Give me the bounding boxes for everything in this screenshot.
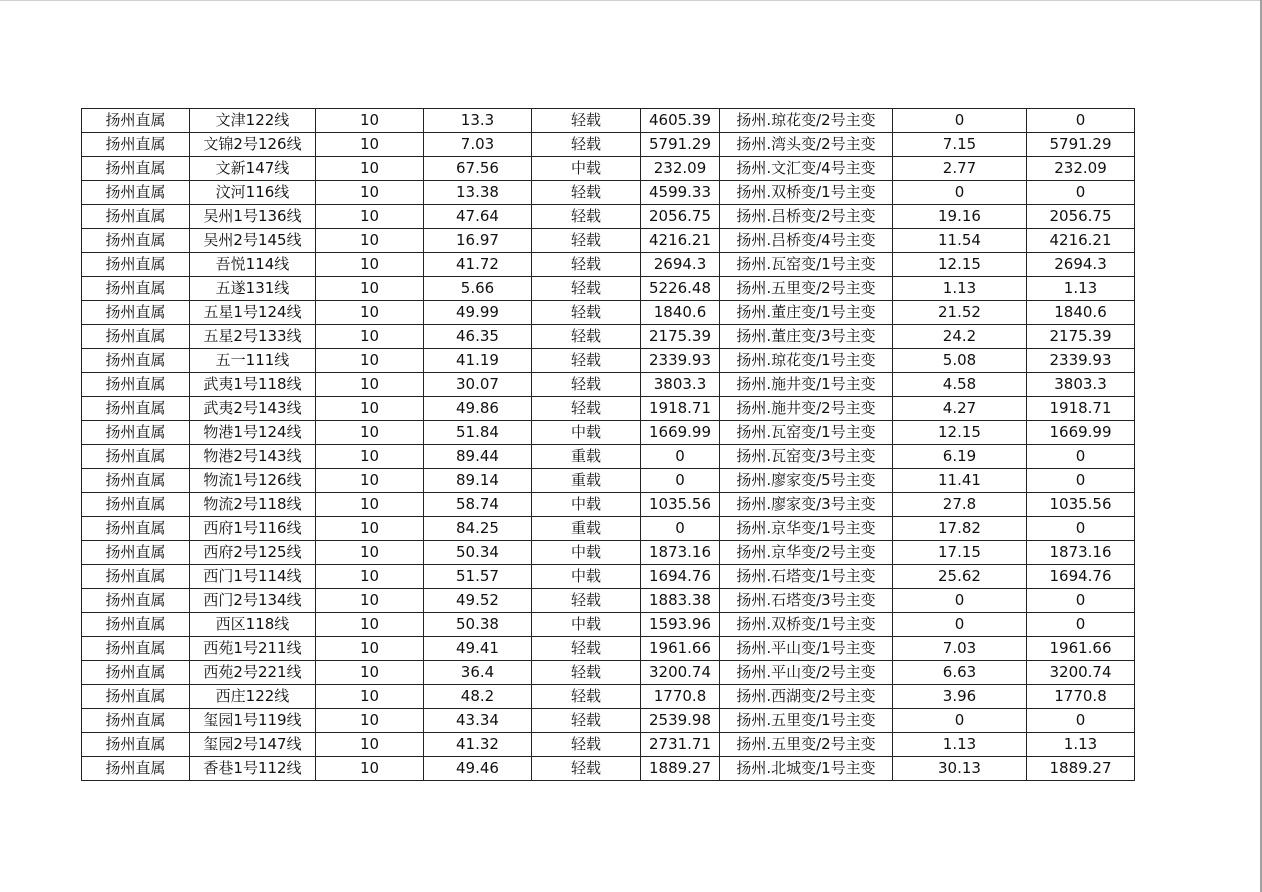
feeder-line-cell: 西府1号116线 [190, 517, 316, 541]
substation-transformer-cell: 扬州.施井变/2号主变 [720, 397, 893, 421]
transformer-load-cell: 1.13 [893, 277, 1027, 301]
load-status-cell: 轻载 [532, 589, 641, 613]
transformer-load-cell: 25.62 [893, 565, 1027, 589]
voltage-cell: 10 [316, 757, 424, 781]
substation-transformer-cell: 扬州.文汇变/4号主变 [720, 157, 893, 181]
table-row [82, 661, 1135, 685]
capacity-cell: 0 [641, 517, 720, 541]
feeder-line-cell: 西庄122线 [190, 685, 316, 709]
available-capacity-cell: 5791.29 [1027, 133, 1135, 157]
capacity-cell: 1669.99 [641, 421, 720, 445]
transformer-load-cell: 24.2 [893, 325, 1027, 349]
load-rate-cell: 41.72 [424, 253, 532, 277]
feeder-line-cell: 武夷2号143线 [190, 397, 316, 421]
capacity-cell: 2731.71 [641, 733, 720, 757]
load-rate-cell: 48.2 [424, 685, 532, 709]
feeder-line-cell: 西苑2号221线 [190, 661, 316, 685]
substation-transformer-cell: 扬州.湾头变/2号主变 [720, 133, 893, 157]
load-status-cell: 轻载 [532, 709, 641, 733]
transformer-load-cell: 12.15 [893, 253, 1027, 277]
capacity-cell: 5226.48 [641, 277, 720, 301]
capacity-cell: 1918.71 [641, 397, 720, 421]
feeder-line-cell: 西区118线 [190, 613, 316, 637]
district-cell: 扬州直属 [82, 397, 190, 421]
district-cell: 扬州直属 [82, 637, 190, 661]
transformer-load-cell: 7.15 [893, 133, 1027, 157]
voltage-cell: 10 [316, 253, 424, 277]
load-rate-cell: 49.52 [424, 589, 532, 613]
substation-transformer-cell: 扬州.石塔变/3号主变 [720, 589, 893, 613]
feeder-line-cell: 文锦2号126线 [190, 133, 316, 157]
feeder-line-cell: 武夷1号118线 [190, 373, 316, 397]
feeder-line-cell: 西府2号125线 [190, 541, 316, 565]
load-rate-cell: 49.99 [424, 301, 532, 325]
table-row [82, 589, 1135, 613]
substation-transformer-cell: 扬州.施井变/1号主变 [720, 373, 893, 397]
table-row [82, 397, 1135, 421]
capacity-cell: 2175.39 [641, 325, 720, 349]
load-rate-cell: 50.34 [424, 541, 532, 565]
feeder-line-cell: 吴州2号145线 [190, 229, 316, 253]
table-row [82, 517, 1135, 541]
available-capacity-cell: 1694.76 [1027, 565, 1135, 589]
feeder-line-cell: 西门2号134线 [190, 589, 316, 613]
available-capacity-cell: 1.13 [1027, 277, 1135, 301]
table-row [82, 757, 1135, 781]
voltage-cell: 10 [316, 421, 424, 445]
transformer-load-cell: 6.19 [893, 445, 1027, 469]
district-cell: 扬州直属 [82, 373, 190, 397]
capacity-cell: 1770.8 [641, 685, 720, 709]
available-capacity-cell: 0 [1027, 445, 1135, 469]
district-cell: 扬州直属 [82, 541, 190, 565]
load-rate-cell: 49.41 [424, 637, 532, 661]
load-status-cell: 轻载 [532, 637, 641, 661]
transformer-load-cell: 27.8 [893, 493, 1027, 517]
capacity-cell: 3803.3 [641, 373, 720, 397]
voltage-cell: 10 [316, 541, 424, 565]
district-cell: 扬州直属 [82, 685, 190, 709]
voltage-cell: 10 [316, 517, 424, 541]
transformer-load-cell: 0 [893, 613, 1027, 637]
capacity-cell: 2539.98 [641, 709, 720, 733]
voltage-cell: 10 [316, 397, 424, 421]
table-body [82, 109, 1135, 781]
capacity-cell: 1883.38 [641, 589, 720, 613]
voltage-cell: 10 [316, 157, 424, 181]
feeder-load-table [81, 108, 1135, 781]
substation-transformer-cell: 扬州.吕桥变/4号主变 [720, 229, 893, 253]
load-status-cell: 中载 [532, 565, 641, 589]
load-rate-cell: 30.07 [424, 373, 532, 397]
load-status-cell: 中载 [532, 541, 641, 565]
load-rate-cell: 16.97 [424, 229, 532, 253]
transformer-load-cell: 19.16 [893, 205, 1027, 229]
substation-transformer-cell: 扬州.董庄变/3号主变 [720, 325, 893, 349]
load-rate-cell: 7.03 [424, 133, 532, 157]
transformer-load-cell: 30.13 [893, 757, 1027, 781]
table-row [82, 349, 1135, 373]
substation-transformer-cell: 扬州.廖家变/3号主变 [720, 493, 893, 517]
available-capacity-cell: 0 [1027, 517, 1135, 541]
available-capacity-cell: 1.13 [1027, 733, 1135, 757]
load-status-cell: 轻载 [532, 397, 641, 421]
available-capacity-cell: 2175.39 [1027, 325, 1135, 349]
capacity-cell: 1694.76 [641, 565, 720, 589]
voltage-cell: 10 [316, 733, 424, 757]
table-row [82, 469, 1135, 493]
available-capacity-cell: 1770.8 [1027, 685, 1135, 709]
load-status-cell: 轻载 [532, 757, 641, 781]
table-row [82, 325, 1135, 349]
capacity-cell: 1873.16 [641, 541, 720, 565]
load-status-cell: 中载 [532, 157, 641, 181]
table-row [82, 421, 1135, 445]
load-status-cell: 重载 [532, 445, 641, 469]
table-row [82, 229, 1135, 253]
available-capacity-cell: 0 [1027, 589, 1135, 613]
transformer-load-cell: 11.54 [893, 229, 1027, 253]
substation-transformer-cell: 扬州.五里变/2号主变 [720, 733, 893, 757]
substation-transformer-cell: 扬州.琼花变/1号主变 [720, 349, 893, 373]
available-capacity-cell: 1840.6 [1027, 301, 1135, 325]
transformer-load-cell: 12.15 [893, 421, 1027, 445]
load-rate-cell: 84.25 [424, 517, 532, 541]
available-capacity-cell: 1035.56 [1027, 493, 1135, 517]
voltage-cell: 10 [316, 685, 424, 709]
capacity-cell: 1889.27 [641, 757, 720, 781]
district-cell: 扬州直属 [82, 349, 190, 373]
district-cell: 扬州直属 [82, 301, 190, 325]
table-row [82, 373, 1135, 397]
voltage-cell: 10 [316, 205, 424, 229]
voltage-cell: 10 [316, 613, 424, 637]
district-cell: 扬州直属 [82, 661, 190, 685]
available-capacity-cell: 0 [1027, 709, 1135, 733]
load-rate-cell: 49.46 [424, 757, 532, 781]
capacity-cell: 1961.66 [641, 637, 720, 661]
voltage-cell: 10 [316, 133, 424, 157]
load-rate-cell: 43.34 [424, 709, 532, 733]
load-status-cell: 中载 [532, 613, 641, 637]
load-rate-cell: 49.86 [424, 397, 532, 421]
load-status-cell: 轻载 [532, 733, 641, 757]
district-cell: 扬州直属 [82, 181, 190, 205]
load-status-cell: 重载 [532, 469, 641, 493]
load-rate-cell: 47.64 [424, 205, 532, 229]
table-row [82, 205, 1135, 229]
feeder-line-cell: 物流1号126线 [190, 469, 316, 493]
transformer-load-cell: 5.08 [893, 349, 1027, 373]
available-capacity-cell: 3200.74 [1027, 661, 1135, 685]
available-capacity-cell: 2694.3 [1027, 253, 1135, 277]
table-row [82, 541, 1135, 565]
voltage-cell: 10 [316, 469, 424, 493]
substation-transformer-cell: 扬州.北城变/1号主变 [720, 757, 893, 781]
table-row [82, 493, 1135, 517]
load-status-cell: 中载 [532, 421, 641, 445]
feeder-line-cell: 西门1号114线 [190, 565, 316, 589]
capacity-cell: 232.09 [641, 157, 720, 181]
feeder-line-cell: 五一111线 [190, 349, 316, 373]
capacity-cell: 0 [641, 469, 720, 493]
available-capacity-cell: 0 [1027, 613, 1135, 637]
feeder-line-cell: 香巷1号112线 [190, 757, 316, 781]
table-row [82, 301, 1135, 325]
capacity-cell: 2339.93 [641, 349, 720, 373]
district-cell: 扬州直属 [82, 517, 190, 541]
load-status-cell: 中载 [532, 493, 641, 517]
table-row [82, 133, 1135, 157]
table-row [82, 733, 1135, 757]
substation-transformer-cell: 扬州.京华变/2号主变 [720, 541, 893, 565]
load-rate-cell: 5.66 [424, 277, 532, 301]
feeder-line-cell: 玺园2号147线 [190, 733, 316, 757]
load-rate-cell: 41.32 [424, 733, 532, 757]
voltage-cell: 10 [316, 325, 424, 349]
voltage-cell: 10 [316, 637, 424, 661]
voltage-cell: 10 [316, 661, 424, 685]
district-cell: 扬州直属 [82, 733, 190, 757]
substation-transformer-cell: 扬州.平山变/1号主变 [720, 637, 893, 661]
district-cell: 扬州直属 [82, 445, 190, 469]
table-row [82, 709, 1135, 733]
transformer-load-cell: 1.13 [893, 733, 1027, 757]
capacity-cell: 4605.39 [641, 109, 720, 133]
load-status-cell: 轻载 [532, 373, 641, 397]
voltage-cell: 10 [316, 229, 424, 253]
substation-transformer-cell: 扬州.廖家变/5号主变 [720, 469, 893, 493]
table-row [82, 637, 1135, 661]
substation-transformer-cell: 扬州.西湖变/2号主变 [720, 685, 893, 709]
load-status-cell: 轻载 [532, 325, 641, 349]
feeder-line-cell: 吴州1号136线 [190, 205, 316, 229]
page-top-border [0, 0, 1262, 1]
transformer-load-cell: 0 [893, 109, 1027, 133]
available-capacity-cell: 1873.16 [1027, 541, 1135, 565]
load-rate-cell: 41.19 [424, 349, 532, 373]
load-rate-cell: 89.44 [424, 445, 532, 469]
load-status-cell: 轻载 [532, 349, 641, 373]
capacity-cell: 4599.33 [641, 181, 720, 205]
substation-transformer-cell: 扬州.瓦窑变/1号主变 [720, 253, 893, 277]
available-capacity-cell: 0 [1027, 181, 1135, 205]
district-cell: 扬州直属 [82, 589, 190, 613]
feeder-line-cell: 文津122线 [190, 109, 316, 133]
capacity-cell: 5791.29 [641, 133, 720, 157]
district-cell: 扬州直属 [82, 133, 190, 157]
load-status-cell: 轻载 [532, 109, 641, 133]
table-row [82, 613, 1135, 637]
district-cell: 扬州直属 [82, 253, 190, 277]
feeder-line-cell: 汶河116线 [190, 181, 316, 205]
load-rate-cell: 46.35 [424, 325, 532, 349]
load-status-cell: 轻载 [532, 301, 641, 325]
district-cell: 扬州直属 [82, 613, 190, 637]
capacity-cell: 1840.6 [641, 301, 720, 325]
capacity-cell: 3200.74 [641, 661, 720, 685]
voltage-cell: 10 [316, 709, 424, 733]
table-row [82, 253, 1135, 277]
capacity-cell: 2056.75 [641, 205, 720, 229]
feeder-line-cell: 玺园1号119线 [190, 709, 316, 733]
voltage-cell: 10 [316, 277, 424, 301]
voltage-cell: 10 [316, 589, 424, 613]
load-rate-cell: 51.57 [424, 565, 532, 589]
district-cell: 扬州直属 [82, 565, 190, 589]
district-cell: 扬州直属 [82, 205, 190, 229]
load-status-cell: 轻载 [532, 277, 641, 301]
feeder-line-cell: 物港2号143线 [190, 445, 316, 469]
transformer-load-cell: 21.52 [893, 301, 1027, 325]
transformer-load-cell: 11.41 [893, 469, 1027, 493]
district-cell: 扬州直属 [82, 157, 190, 181]
load-rate-cell: 89.14 [424, 469, 532, 493]
district-cell: 扬州直属 [82, 277, 190, 301]
district-cell: 扬州直属 [82, 709, 190, 733]
substation-transformer-cell: 扬州.平山变/2号主变 [720, 661, 893, 685]
capacity-cell: 1035.56 [641, 493, 720, 517]
available-capacity-cell: 4216.21 [1027, 229, 1135, 253]
transformer-load-cell: 4.27 [893, 397, 1027, 421]
transformer-load-cell: 7.03 [893, 637, 1027, 661]
substation-transformer-cell: 扬州.瓦窑变/1号主变 [720, 421, 893, 445]
table-row [82, 565, 1135, 589]
transformer-load-cell: 17.15 [893, 541, 1027, 565]
available-capacity-cell: 0 [1027, 109, 1135, 133]
substation-transformer-cell: 扬州.吕桥变/2号主变 [720, 205, 893, 229]
table-row [82, 157, 1135, 181]
transformer-load-cell: 6.63 [893, 661, 1027, 685]
available-capacity-cell: 0 [1027, 469, 1135, 493]
voltage-cell: 10 [316, 445, 424, 469]
voltage-cell: 10 [316, 349, 424, 373]
substation-transformer-cell: 扬州.双桥变/1号主变 [720, 613, 893, 637]
load-status-cell: 轻载 [532, 229, 641, 253]
load-rate-cell: 67.56 [424, 157, 532, 181]
table-row [82, 685, 1135, 709]
feeder-line-cell: 物港1号124线 [190, 421, 316, 445]
capacity-cell: 2694.3 [641, 253, 720, 277]
load-status-cell: 重载 [532, 517, 641, 541]
capacity-cell: 4216.21 [641, 229, 720, 253]
feeder-line-cell: 五星2号133线 [190, 325, 316, 349]
district-cell: 扬州直属 [82, 109, 190, 133]
voltage-cell: 10 [316, 181, 424, 205]
table-row [82, 277, 1135, 301]
transformer-load-cell: 17.82 [893, 517, 1027, 541]
substation-transformer-cell: 扬州.双桥变/1号主变 [720, 181, 893, 205]
substation-transformer-cell: 扬州.五里变/2号主变 [720, 277, 893, 301]
transformer-load-cell: 4.58 [893, 373, 1027, 397]
load-rate-cell: 50.38 [424, 613, 532, 637]
transformer-load-cell: 0 [893, 181, 1027, 205]
transformer-load-cell: 3.96 [893, 685, 1027, 709]
substation-transformer-cell: 扬州.董庄变/1号主变 [720, 301, 893, 325]
voltage-cell: 10 [316, 109, 424, 133]
load-rate-cell: 13.38 [424, 181, 532, 205]
feeder-line-cell: 五遂131线 [190, 277, 316, 301]
transformer-load-cell: 2.77 [893, 157, 1027, 181]
feeder-line-cell: 五星1号124线 [190, 301, 316, 325]
available-capacity-cell: 1961.66 [1027, 637, 1135, 661]
substation-transformer-cell: 扬州.石塔变/1号主变 [720, 565, 893, 589]
voltage-cell: 10 [316, 301, 424, 325]
transformer-load-cell: 0 [893, 589, 1027, 613]
capacity-cell: 1593.96 [641, 613, 720, 637]
available-capacity-cell: 232.09 [1027, 157, 1135, 181]
district-cell: 扬州直属 [82, 421, 190, 445]
transformer-load-cell: 0 [893, 709, 1027, 733]
load-status-cell: 轻载 [532, 253, 641, 277]
district-cell: 扬州直属 [82, 229, 190, 253]
available-capacity-cell: 1889.27 [1027, 757, 1135, 781]
table-row [82, 445, 1135, 469]
load-status-cell: 轻载 [532, 133, 641, 157]
load-status-cell: 轻载 [532, 661, 641, 685]
substation-transformer-cell: 扬州.京华变/1号主变 [720, 517, 893, 541]
voltage-cell: 10 [316, 565, 424, 589]
feeder-line-cell: 吾悦114线 [190, 253, 316, 277]
available-capacity-cell: 2339.93 [1027, 349, 1135, 373]
feeder-line-cell: 文新147线 [190, 157, 316, 181]
load-rate-cell: 51.84 [424, 421, 532, 445]
substation-transformer-cell: 扬州.五里变/1号主变 [720, 709, 893, 733]
available-capacity-cell: 2056.75 [1027, 205, 1135, 229]
district-cell: 扬州直属 [82, 493, 190, 517]
available-capacity-cell: 1918.71 [1027, 397, 1135, 421]
district-cell: 扬州直属 [82, 757, 190, 781]
table-row [82, 109, 1135, 133]
load-status-cell: 轻载 [532, 685, 641, 709]
available-capacity-cell: 3803.3 [1027, 373, 1135, 397]
load-rate-cell: 58.74 [424, 493, 532, 517]
available-capacity-cell: 1669.99 [1027, 421, 1135, 445]
district-cell: 扬州直属 [82, 325, 190, 349]
district-cell: 扬州直属 [82, 469, 190, 493]
capacity-cell: 0 [641, 445, 720, 469]
voltage-cell: 10 [316, 493, 424, 517]
load-status-cell: 轻载 [532, 181, 641, 205]
load-status-cell: 轻载 [532, 205, 641, 229]
voltage-cell: 10 [316, 373, 424, 397]
feeder-line-cell: 西苑1号211线 [190, 637, 316, 661]
load-rate-cell: 13.3 [424, 109, 532, 133]
feeder-line-cell: 物流2号118线 [190, 493, 316, 517]
table-row [82, 181, 1135, 205]
substation-transformer-cell: 扬州.瓦窑变/3号主变 [720, 445, 893, 469]
load-rate-cell: 36.4 [424, 661, 532, 685]
substation-transformer-cell: 扬州.琼花变/2号主变 [720, 109, 893, 133]
